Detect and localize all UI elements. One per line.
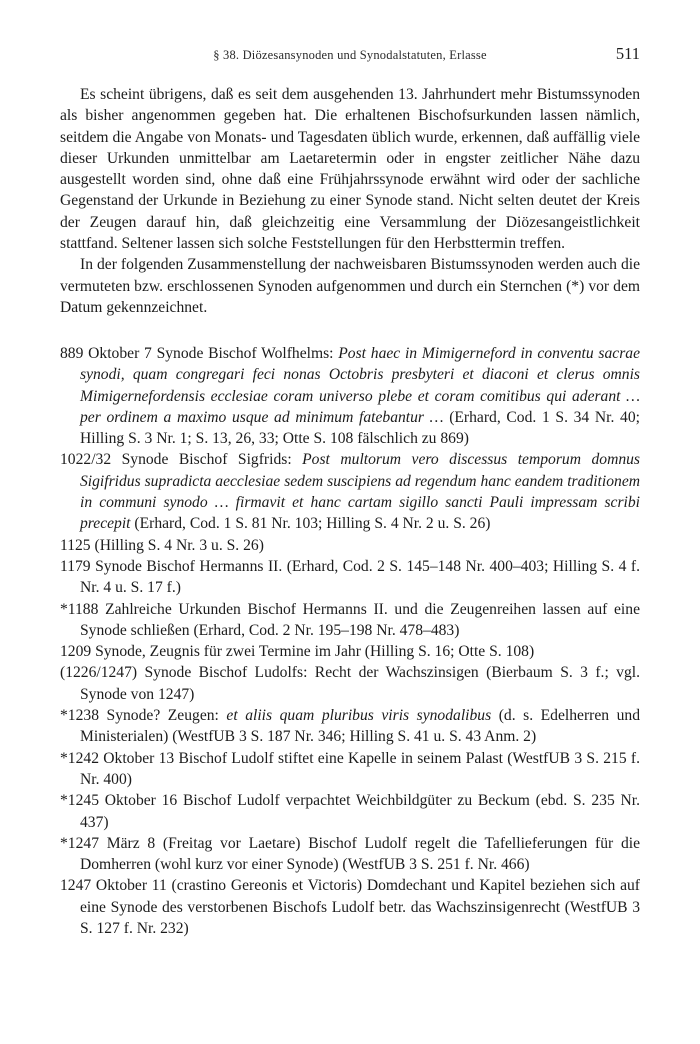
entry-quote: Post multorum vero discessus temporum domnus Sigifridus supradicta aecclesiae sedem suscipiens ad regendum hanc eandem traditionem in communi synodo … firmavit et hanc cartam sigillo sancti Pauli impressam scribi precepit xyxy=(80,451,640,533)
entry-lead: 1022/32 Synode Bischof Sigfrids: xyxy=(60,451,303,469)
entry-lead: 889 Oktober 7 Synode Bischof Wolfhelms: xyxy=(60,345,339,362)
entry-tail: (Erhard, Cod. 1 S. 34 Nr. 40; Hilling S. 3 Nr. 1; S. 13, 26, 33; Otte S. 108 fälschlich zu 869) xyxy=(80,408,640,448)
synod-entry xyxy=(60,535,640,556)
paragraph: Es scheint übrigens, daß es seit dem ausgehenden 13. Jahrhundert mehr Bistumssynoden als bisher angenommen gegeben hat. Die erhaltenen Bischofsurkunden lassen nämlich, seitdem die Angabe von Monats- und Tagesdaten üblich wurde, erkennen, daß auffällig viele dieser Urkunden unmittelbar am Laetaretermin oder in engster zeitlicher Nähe dazu ausgestellt worden sind, ohne daß eine Frühjahrssynode erwähnt wird oder der sachliche Gegenstand der Urkunde in Beziehung zu einer Synode stand. Nicht selten deutet der Kreis der Zeugen darauf hin, daß gleichzeitig eine Versammlung der Diözesangeistlichkeit stattfand. Seltener lassen sich solche Feststellungen für den Herbsttermin treffen. xyxy=(60,86,640,253)
synod-entry xyxy=(60,343,640,449)
running-title: § 38. Diözesansynoden und Synodalstatuten, Erlasse xyxy=(213,48,487,62)
synod-entry xyxy=(60,705,640,748)
entry-lead: 1247 Oktober 11 (crastino Gereonis et Victoris) Domdechant und Kapitel beziehen sich auf eine Synode des verstorbenen Bischofs Ludolf betr. das Wachszinsigenrecht (WestfUB 3 S. 127 f. Nr. 232) xyxy=(60,877,640,938)
synod-entry xyxy=(60,748,640,791)
entry-lead: *1188 Zahlreiche Urkunden Bischof Hermanns II. und die Zeugenreihen lassen auf eine Synode schließen (Erhard, Cod. 2 Nr. 195–198 Nr. 478–483) xyxy=(60,600,640,639)
synod-entry xyxy=(60,556,640,599)
entry-lead: 1179 Synode Bischof Hermanns II. (Erhard, Cod. 2 S. 145–148 Nr. 400–403; Hilling S. 4 f. Nr. 4 u. S. 17 f.) xyxy=(60,557,640,597)
entry-lead: (1226/1247) Synode Bischof Ludolfs: Recht der Wachszinsigen (Bierbaum S. 3 f.; vgl. Synode von 1247) xyxy=(60,664,640,703)
synod-entry xyxy=(60,875,640,939)
synod-list xyxy=(60,343,640,939)
entry-lead: 1209 Synode, Zeugnis für zwei Termine im Jahr (Hilling S. 16; Otte S. 108) xyxy=(60,643,535,661)
entry-lead: *1238 Synode? Zeugen: xyxy=(60,707,227,725)
paragraph: In der folgenden Zusammenstellung der nachweisbaren Bistumssynoden werden auch die vermuteten bzw. erschlossenen Synoden aufgenommen und durch ein Sternchen (*) vor dem Datum gekennzeichnet. xyxy=(60,256,640,316)
entry-lead: *1242 Oktober 13 Bischof Ludolf stiftet eine Kapelle in seinem Palast (WestfUB 3 S. 215 f. Nr. 400) xyxy=(60,749,640,788)
entry-lead: *1247 März 8 (Freitag vor Laetare) Bischof Ludolf regelt die Tafellieferungen für die Domherren (wohl kurz vor einer Synode) (WestfUB 3 S. 251 f. Nr. 466) xyxy=(60,834,640,874)
synod-entry xyxy=(60,790,640,833)
synod-entry xyxy=(60,599,640,642)
entry-lead: 1125 (Hilling S. 4 Nr. 3 u. S. 26) xyxy=(60,536,264,554)
synod-entry xyxy=(60,662,640,705)
synod-entry xyxy=(60,833,640,876)
entry-lead: *1245 Oktober 16 Bischof Ludolf verpachtet Weichbildgüter zu Beckum (ebd. S. 235 Nr. 437) xyxy=(60,792,640,831)
synod-entry xyxy=(60,641,640,662)
running-head xyxy=(60,44,640,66)
entry-quote: Post haec in Mimigerneford in conventu sacrae synodi, quam congregari feci nonas Octobris presbyteri et diaconi et clerus omnis Mimigernefordensis ecclesiae coram universo plebe et coram comitibus qui aderant … per ordinem a maximo usque ad minimum fatebantur … xyxy=(80,345,640,426)
body-text xyxy=(60,84,640,318)
entry-tail: (Erhard, Cod. 1 S. 81 Nr. 103; Hilling S. 4 Nr. 2 u. S. 26) xyxy=(130,515,491,533)
entry-tail: (d. s. Edelherren und Ministerialen) (WestfUB 3 S. 187 Nr. 346; Hilling S. 41 u. S. 43 Anm. 2) xyxy=(80,707,640,746)
page-number: 511 xyxy=(615,44,640,63)
synod-entry xyxy=(60,449,640,534)
entry-quote: et aliis quam pluribus viris synodalibus xyxy=(226,707,492,725)
